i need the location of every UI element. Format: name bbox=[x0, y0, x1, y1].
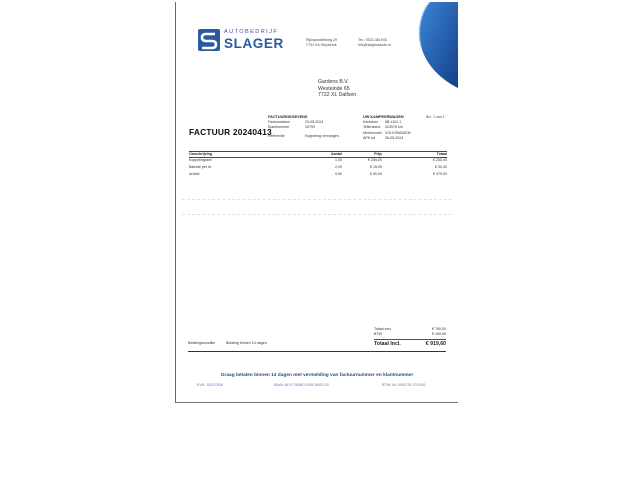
iban-number: IBAN: NL97 RABO 0300 8053 29 bbox=[274, 383, 329, 387]
phone-number: Tel.: 0522-461945 bbox=[358, 38, 387, 42]
header-price: Prijs bbox=[374, 152, 382, 157]
company-contact bbox=[358, 38, 391, 48]
table-row bbox=[189, 171, 447, 179]
totals-block bbox=[374, 327, 446, 347]
item-description: Koppelingsset bbox=[189, 158, 212, 163]
btw-number: BTW: NL 0093 20 374 B01 bbox=[382, 383, 426, 387]
decorative-swoosh bbox=[416, 2, 458, 88]
logo-subtitle: AUTOBEDRIJF bbox=[224, 28, 279, 35]
scan-artifact-line bbox=[182, 199, 452, 200]
vehicle-details bbox=[363, 115, 410, 142]
total-incl-row bbox=[374, 339, 446, 347]
detail-row bbox=[268, 134, 339, 139]
vehicle-value: 6B-LDG-1 bbox=[385, 120, 402, 124]
logo-name: SLAGER bbox=[224, 35, 284, 51]
item-total: € 255,00 bbox=[433, 158, 447, 163]
payment-notice: Graag betalen binnen 14 dagen met vermelding van factuurnummer en klantnummer bbox=[220, 373, 414, 378]
header-total: Totaal bbox=[436, 152, 447, 157]
detail-value: 10793 bbox=[305, 125, 315, 130]
vehicle-row bbox=[363, 136, 410, 141]
detail-value: Koppeling vervangen bbox=[305, 133, 339, 138]
btw-row bbox=[374, 332, 446, 337]
total-incl-label: Totaal Incl. bbox=[374, 341, 401, 347]
kvk-number: KVK: 30027826 bbox=[197, 383, 223, 387]
item-quantity: 1,00 bbox=[335, 158, 342, 163]
item-price: € 255,00 bbox=[368, 158, 382, 163]
payment-label: Betalingsconditie bbox=[188, 341, 216, 345]
table-row bbox=[189, 164, 447, 172]
recipient-address bbox=[318, 79, 356, 99]
detail-label: Referentie bbox=[268, 133, 285, 138]
detail-label: Factuurdatum bbox=[268, 120, 291, 124]
vehicle-value: VOLKSWAGEN bbox=[385, 130, 411, 135]
payment-terms bbox=[188, 341, 267, 345]
scan-artifact-line bbox=[182, 214, 452, 215]
recipient-city: 7722 XL Dalfsen bbox=[318, 92, 357, 99]
vehicle-label: Kenteken bbox=[363, 120, 379, 124]
btw-value: € 159,60 bbox=[432, 332, 446, 336]
company-logo bbox=[198, 29, 284, 51]
invoice-page bbox=[175, 2, 458, 403]
page-number: Blz. 1 van 1 bbox=[426, 115, 445, 119]
item-price: € 50,00 bbox=[370, 172, 382, 177]
company-address bbox=[306, 38, 337, 48]
recipient-name: Gardens B.V. bbox=[318, 79, 349, 85]
item-description: Arbeid bbox=[189, 172, 200, 177]
address-line: Rijksparallelweg 29 bbox=[306, 38, 337, 42]
item-total: € 475,00 bbox=[433, 172, 447, 177]
divider bbox=[188, 351, 446, 352]
item-price: € 15,00 bbox=[370, 164, 382, 169]
total-excl-value: € 760,00 bbox=[432, 327, 446, 331]
invoice-title: FACTUUR 20240413 bbox=[189, 127, 272, 137]
email-address: info@slageradodo.nl bbox=[358, 42, 392, 47]
invoice-details bbox=[268, 115, 339, 139]
vehicle-label: Tellerstand bbox=[363, 125, 381, 130]
vehicle-details-title: UW KAMPEERWAGEN bbox=[363, 115, 404, 119]
item-total: € 30,00 bbox=[435, 164, 447, 169]
total-incl-value: € 919,60 bbox=[425, 341, 446, 347]
detail-value: 23-05-2024 bbox=[305, 120, 324, 124]
total-excl-label: Totaal excl. bbox=[374, 327, 392, 331]
btw-label: BTW bbox=[374, 332, 382, 336]
invoice-details-title: FACTUURGEGEVENS bbox=[268, 115, 308, 119]
address-line: 7751 KA Steyberck bbox=[306, 42, 337, 47]
header-description: Omschrijving bbox=[189, 152, 212, 157]
recipient-street: Westeinde 65 bbox=[318, 85, 350, 92]
table-header bbox=[189, 151, 447, 158]
vehicle-value: 26-05-2024 bbox=[385, 136, 404, 141]
vehicle-value: 323576 km bbox=[385, 125, 403, 130]
header-quantity: Aantal bbox=[331, 152, 342, 157]
detail-row bbox=[268, 125, 339, 130]
item-quantity: 2,00 bbox=[335, 164, 342, 169]
vehicle-label: Merk/model bbox=[363, 130, 382, 135]
detail-label: Klantnummer bbox=[268, 125, 290, 130]
item-description: Bakolie per ltr. bbox=[189, 164, 212, 169]
vehicle-label: APK tot bbox=[363, 136, 376, 141]
line-items-table bbox=[189, 151, 447, 179]
slager-logo-icon bbox=[198, 29, 220, 51]
item-quantity: 9,50 bbox=[335, 172, 342, 177]
payment-value: Betaling binnen 14 dagen bbox=[226, 341, 267, 345]
